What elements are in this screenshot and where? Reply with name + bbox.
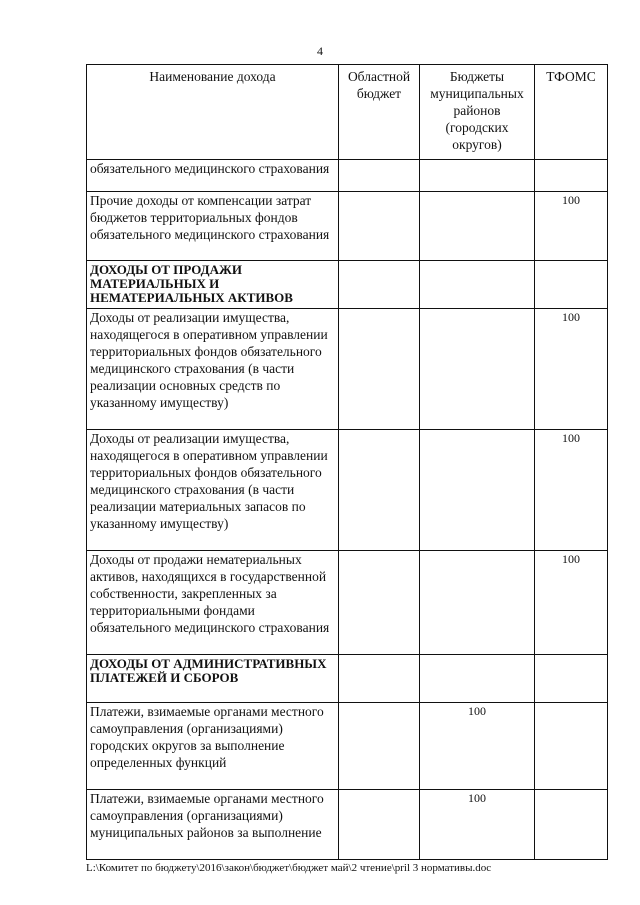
oblast-value (339, 160, 420, 192)
table-row (87, 551, 608, 655)
table-header-row (87, 65, 608, 160)
row-name: Платежи, взимаемые органами местного самоуправления (организациями) городских округов за выполнение определенных функций (87, 703, 339, 790)
row-name: Платежи, взимаемые органами местного самоуправления (организациями) муниципальных районов за выполнение (87, 790, 339, 860)
table-row (87, 430, 608, 551)
row-name: обязательного медицинского страхования (87, 160, 339, 192)
table-row (87, 309, 608, 430)
table-row-section (87, 655, 608, 703)
tfoms-value (535, 790, 608, 860)
row-name: Доходы от реализации имущества, находящегося в оперативном управлении территориальных фондов обязательного медицинского страхования (в части реализации основных средств по указанному имуществу) (87, 309, 339, 430)
tfoms-value: 100 (535, 192, 608, 261)
oblast-value (339, 261, 420, 309)
oblast-value (339, 655, 420, 703)
header-tfoms: ТФОМС (535, 65, 608, 160)
revenue-norms-table (86, 64, 608, 860)
municipal-value (420, 160, 535, 192)
municipal-value: 100 (420, 790, 535, 860)
oblast-value (339, 551, 420, 655)
tfoms-value (535, 261, 608, 309)
table-row (87, 703, 608, 790)
row-name: Прочие доходы от компенсации затрат бюджетов территориальных фондов обязательного медицинского страхования (87, 192, 339, 261)
table-row (87, 790, 608, 860)
oblast-value (339, 192, 420, 261)
municipal-value (420, 309, 535, 430)
municipal-value (420, 655, 535, 703)
table-row (87, 192, 608, 261)
header-revenue-name: Наименование дохода (87, 65, 339, 160)
oblast-value (339, 309, 420, 430)
header-municipal-budgets: Бюджеты муниципальных районов (городских округов) (420, 65, 535, 160)
header-oblast-budget: Областной бюджет (339, 65, 420, 160)
row-name: Доходы от реализации имущества, находящегося в оперативном управлении территориальных фондов обязательного медицинского страхования (в части реализации материальных запасов по указанному имуществу) (87, 430, 339, 551)
municipal-value (420, 261, 535, 309)
municipal-value: 100 (420, 703, 535, 790)
tfoms-value: 100 (535, 551, 608, 655)
tfoms-value (535, 655, 608, 703)
page-number: 4 (317, 44, 323, 58)
row-name: Доходы от продажи нематериальных активов, находящихся в государственной собственности, закрепленных за территориальными фондами обязательного медицинского страхования (87, 551, 339, 655)
tfoms-value: 100 (535, 309, 608, 430)
section-heading: ДОХОДЫ ОТ ПРОДАЖИ МАТЕРИАЛЬНЫХ И НЕМАТЕРИАЛЬНЫХ АКТИВОВ (87, 261, 339, 309)
table-row (87, 160, 608, 192)
table-row-section (87, 261, 608, 309)
oblast-value (339, 703, 420, 790)
tfoms-value: 100 (535, 430, 608, 551)
tfoms-value (535, 703, 608, 790)
section-heading: ДОХОДЫ ОТ АДМИНИСТРАТИВНЫХ ПЛАТЕЖЕЙ И СБОРОВ (87, 655, 339, 703)
municipal-value (420, 430, 535, 551)
oblast-value (339, 790, 420, 860)
oblast-value (339, 430, 420, 551)
municipal-value (420, 551, 535, 655)
municipal-value (420, 192, 535, 261)
tfoms-value (535, 160, 608, 192)
file-path-footer: L:\Комитет по бюджету\2016\закон\бюджет\бюджет май\2 чтение\pril 3 нормативы.doc (86, 862, 492, 874)
